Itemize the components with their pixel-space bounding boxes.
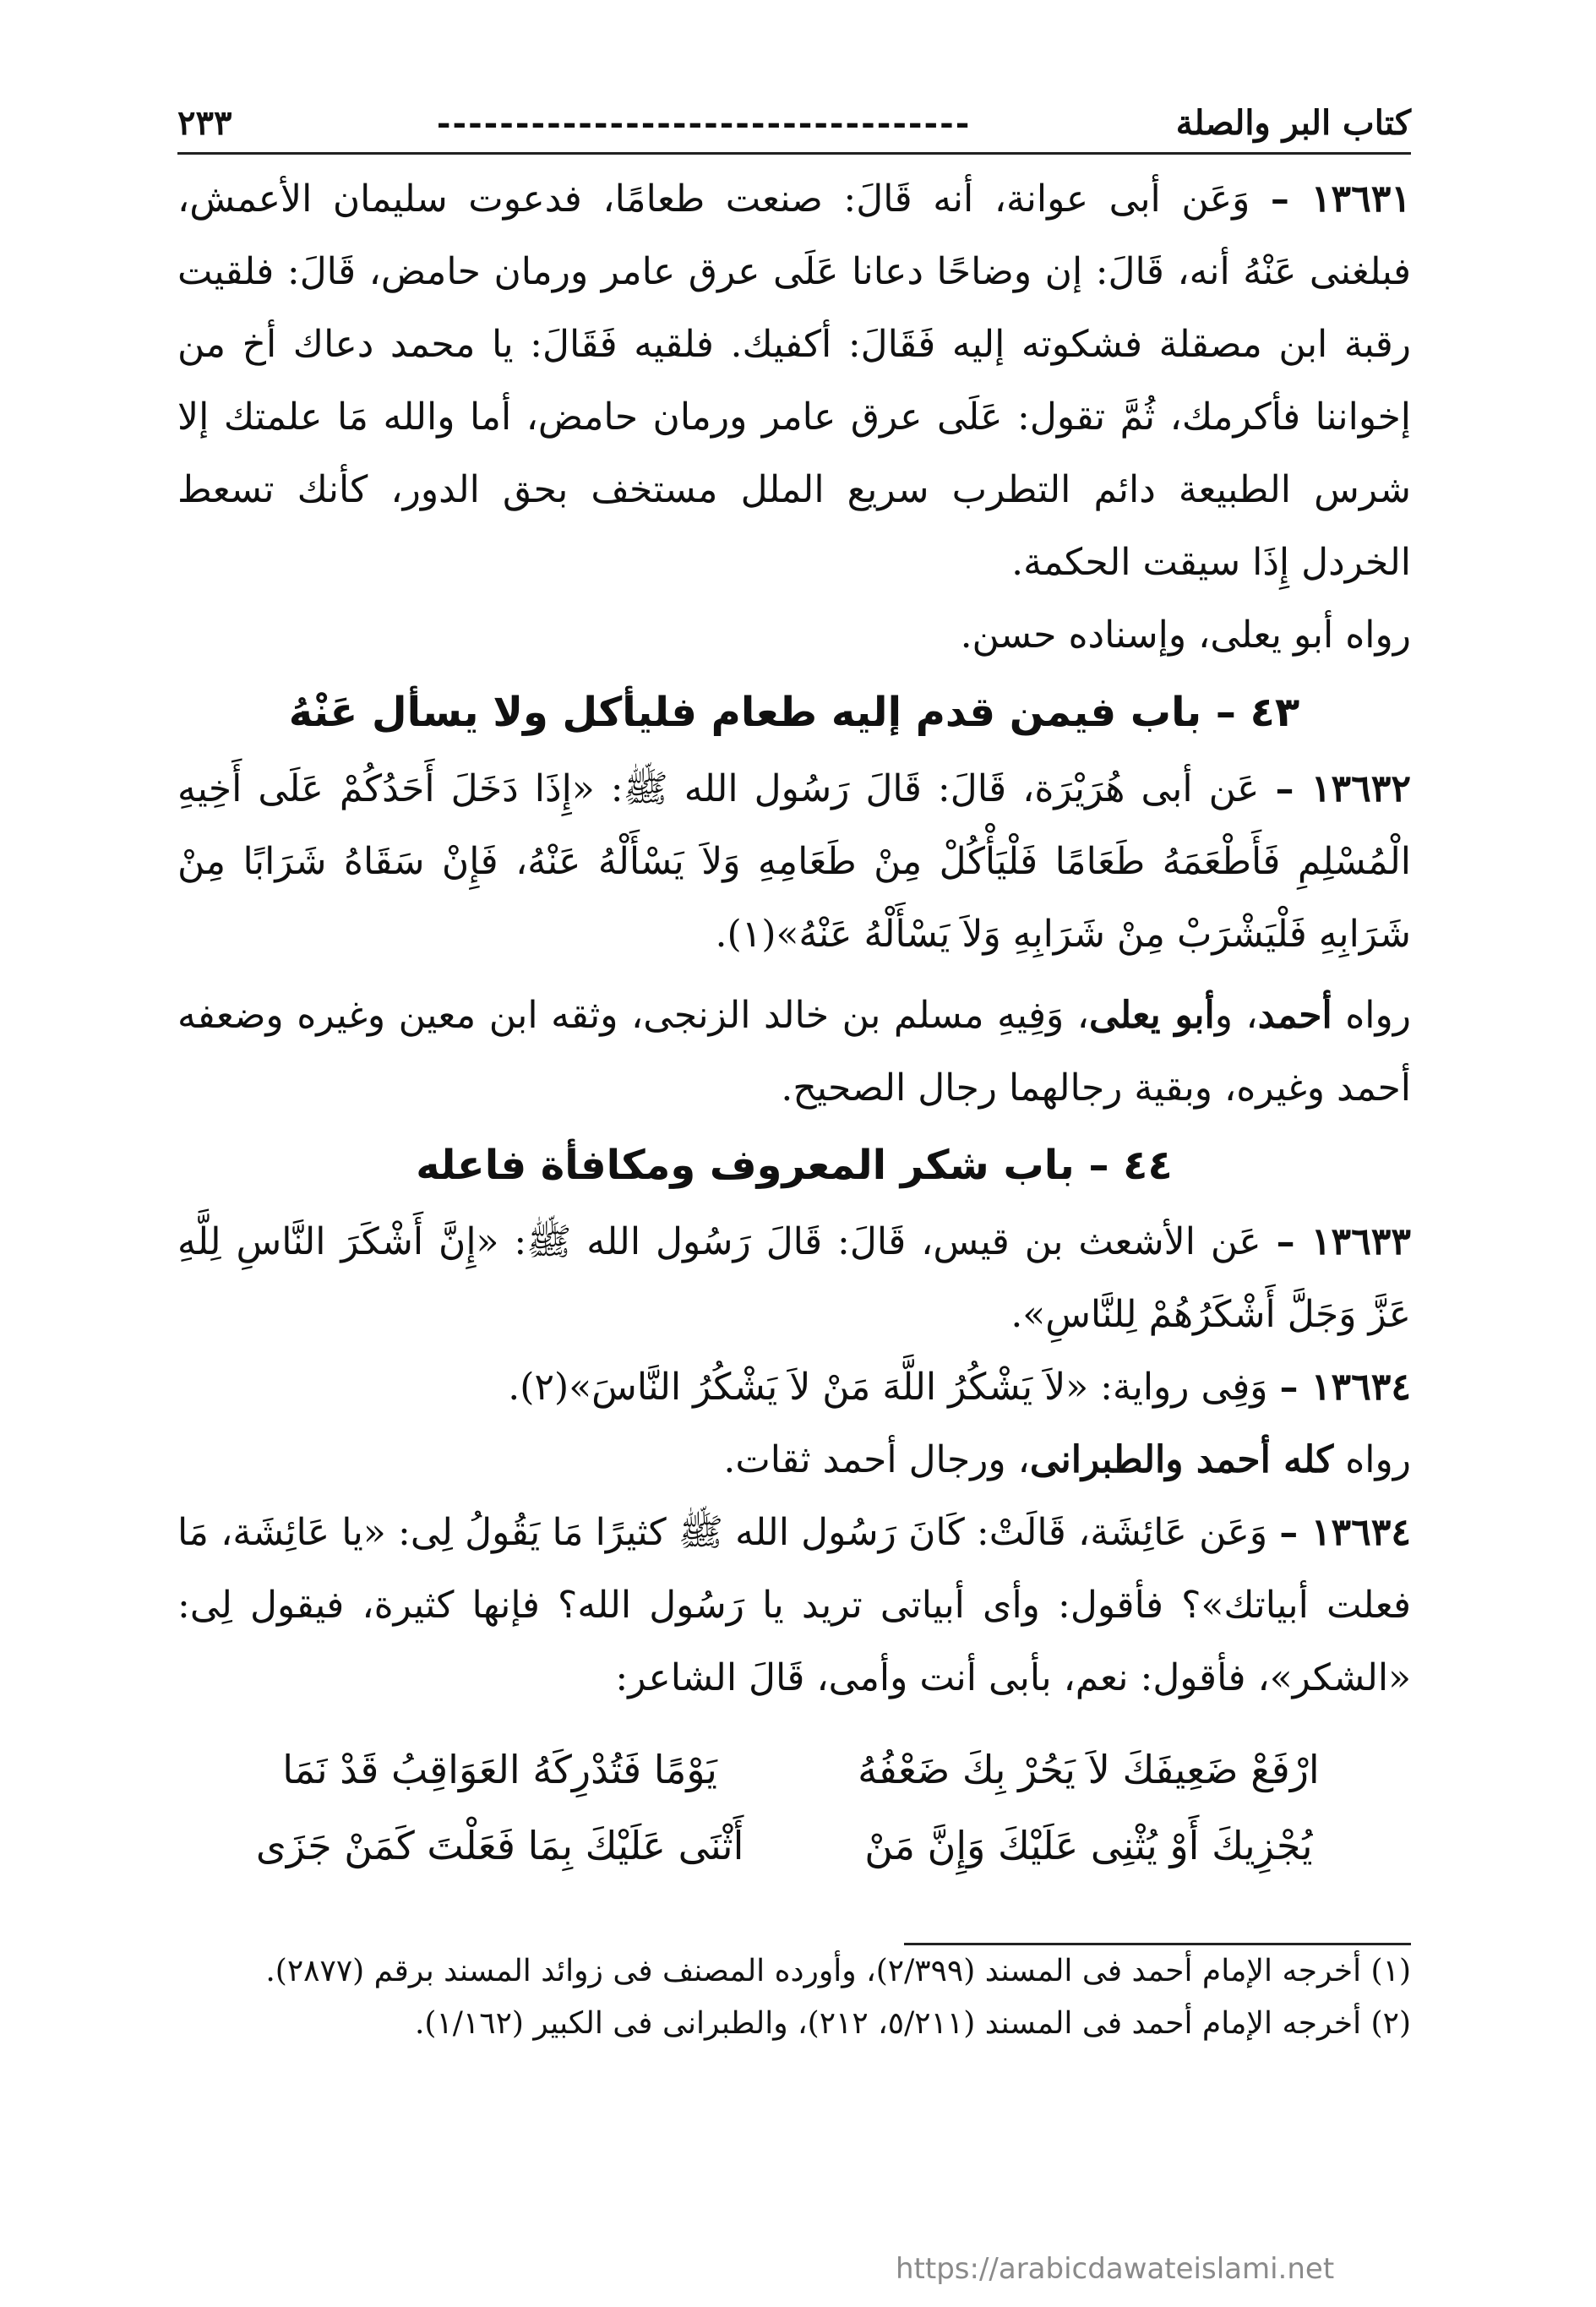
poem-verses: [177, 1732, 1411, 1884]
hadith-13632: [177, 753, 1411, 971]
watermark-url: https://arabicdawateislami.net: [896, 2252, 1335, 2286]
narrators-bold: كله أحمد والطبرانى: [1029, 1438, 1334, 1481]
footnote-2: (٢) أخرجه الإمام أحمد فى المسند (٥/٢١١، ٢١٢)، والطبرانى فى الكبير (١/١٦٢).: [414, 2006, 1411, 2041]
hadith-number: ١٣٦٣٢ –: [1275, 767, 1411, 810]
verse-first-half: ارْفَعْ ضَعِيفَكَ لاَ يَحُرْ بِكَ ضَعْفُهُ: [858, 1747, 1320, 1792]
hadith-number: ١٣٦٣١ –: [1270, 177, 1411, 221]
hadith-number: ١٣٦٣٤ –: [1279, 1511, 1411, 1554]
narration-note-2: [177, 979, 1411, 1125]
hadith-number: ١٣٦٣٤ –: [1279, 1366, 1411, 1409]
hadith-text: وَفِى رواية: «لاَ يَشْكُرُ اللَّهَ مَنْ لاَ يَشْكُرُ النَّاسَ»(٢).: [508, 1366, 1268, 1409]
footnote-1: (١) أخرجه الإمام أحمد فى المسند (٢/٣٩٩)، وأورده المصنف فى زوائد المسند برقم (٢٨٧٧).: [265, 1954, 1411, 1988]
narrator-abu-yala: أبو يعلى: [1088, 994, 1215, 1037]
narration-note-1: [177, 599, 1411, 672]
header-title: كتاب البر والصلة: [1175, 102, 1411, 143]
hadith-text: وَعَن عَائِشَة، قَالَتْ: كَانَ رَسُول الله ﷺ كثيرًا مَا يَقُولُ لِى: «يا عَائِشَة، مَا فعلت أبياتك»؟ فأقول: وأى أبياتى تريد يا رَسُول الله؟ فإنها كثيرة، فيقول لِى: «الشكر»، فأقول: نعم، بأبى أنت وأمى، قَالَ الشاعر:: [177, 1511, 1411, 1699]
chapter-heading-44: ٤٤ – باب شكر المعروف ومكافأة فاعله: [416, 1142, 1173, 1189]
hadith-13634-a: [177, 1351, 1411, 1424]
narration-rest: ، ورجال أحمد ثقات.: [723, 1438, 1030, 1481]
verse-first-half: يُجْزِيكَ أَوْ يُثْنِى عَلَيْكَ وَإِنَّ مَنْ: [864, 1823, 1313, 1868]
running-header: [177, 93, 1411, 155]
book-page: [177, 93, 1411, 2256]
narration-connector: ، و: [1214, 994, 1258, 1037]
hadith-text: وَعَن أبى عوانة، أنه قَالَ: صنعت طعامًا، فدعوت سليمان الأعمش، فبلغنى عَنْهُ أنه، قَالَ: إن وضاحًا دعانا عَلَى عرق عامر ورمان حامض، قَالَ: فلقيت رقبة ابن مصقلة فشكوته إليه فَقَالَ: أكفيك. فلقيه فَقَالَ: يا محمد دعاك أخ من إخواننا فأكرمك، ثُمَّ تقول: عَلَى عرق عامر ورمان حامض، أما والله مَا علمتك إلا شرس الطبيعة دائم التطرب سريع الملل مستخف بحق الدور، كأنك تسعط الخردل إِذَا سيقت الحكمة.: [177, 177, 1411, 584]
narration-note-3: [177, 1424, 1411, 1497]
hadith-text: عَن أبى هُرَيْرَة، قَالَ: قَالَ رَسُول الله ﷺ: «إِذَا دَخَلَ أَحَدُكُمْ عَلَى أَخِيهِ الْمُسْلِمِ فَأَطْعَمَهُ طَعَامًا فَلْيَأْكُلْ مِنْ طَعَامِهِ وَلاَ يَسْأَلْهُ عَنْهُ، فَإِنْ سَقَاهُ شَرَابًا مِنْ شَرَابِهِ فَلْيَشْرَبْ مِنْ شَرَابِهِ وَلاَ يَسْأَلْهُ عَنْهُ»(١).: [177, 767, 1411, 956]
chapter-heading-43: ٤٣ – باب فيمن قدم إليه طعام فليأكل ولا يسأل عَنْهُ: [288, 689, 1300, 736]
verse-line: [177, 1732, 1411, 1808]
hadith-text: عَن الأشعث بن قيس، قَالَ: قَالَ رَسُول الله ﷺ: «إِنَّ أَشْكَرَ النَّاسِ لِلَّهِ عَزَّ وَجَلَّ أَشْكَرُهُمْ لِلنَّاسِ».: [177, 1220, 1411, 1336]
narration-prefix: رواه: [1333, 1438, 1411, 1481]
page-number: ٢٣٣: [177, 102, 232, 143]
hadith-number: ١٣٦٣٣ –: [1276, 1220, 1411, 1263]
verse-line: [177, 1808, 1411, 1884]
verse-second-half: يَوْمًا فَتُدْرِكَهُ العَوَاقِبُ قَدْ نَمَا: [282, 1747, 717, 1792]
narration-rest: ، وَفِيهِ مسلم بن خالد الزنجى، وثقه ابن معين وغيره وضعفه أحمد وغيره، وبقية رجالهما رجال الصحيح.: [177, 994, 1411, 1110]
hadith-13633: [177, 1206, 1411, 1351]
narration-text: رواه أبو يعلى، وإسناده حسن.: [960, 614, 1411, 657]
hadith-13631: [177, 163, 1411, 599]
header-rule-dashes: ----------------------------------: [436, 102, 972, 143]
narration-prefix: رواه: [1332, 994, 1412, 1037]
hadith-13634-b: [177, 1497, 1411, 1715]
verse-second-half: أَثْنَى عَلَيْكَ بِمَا فَعَلْتَ كَمَنْ جَزَى: [255, 1823, 744, 1868]
narrator-ahmad: أحمد: [1257, 994, 1332, 1037]
